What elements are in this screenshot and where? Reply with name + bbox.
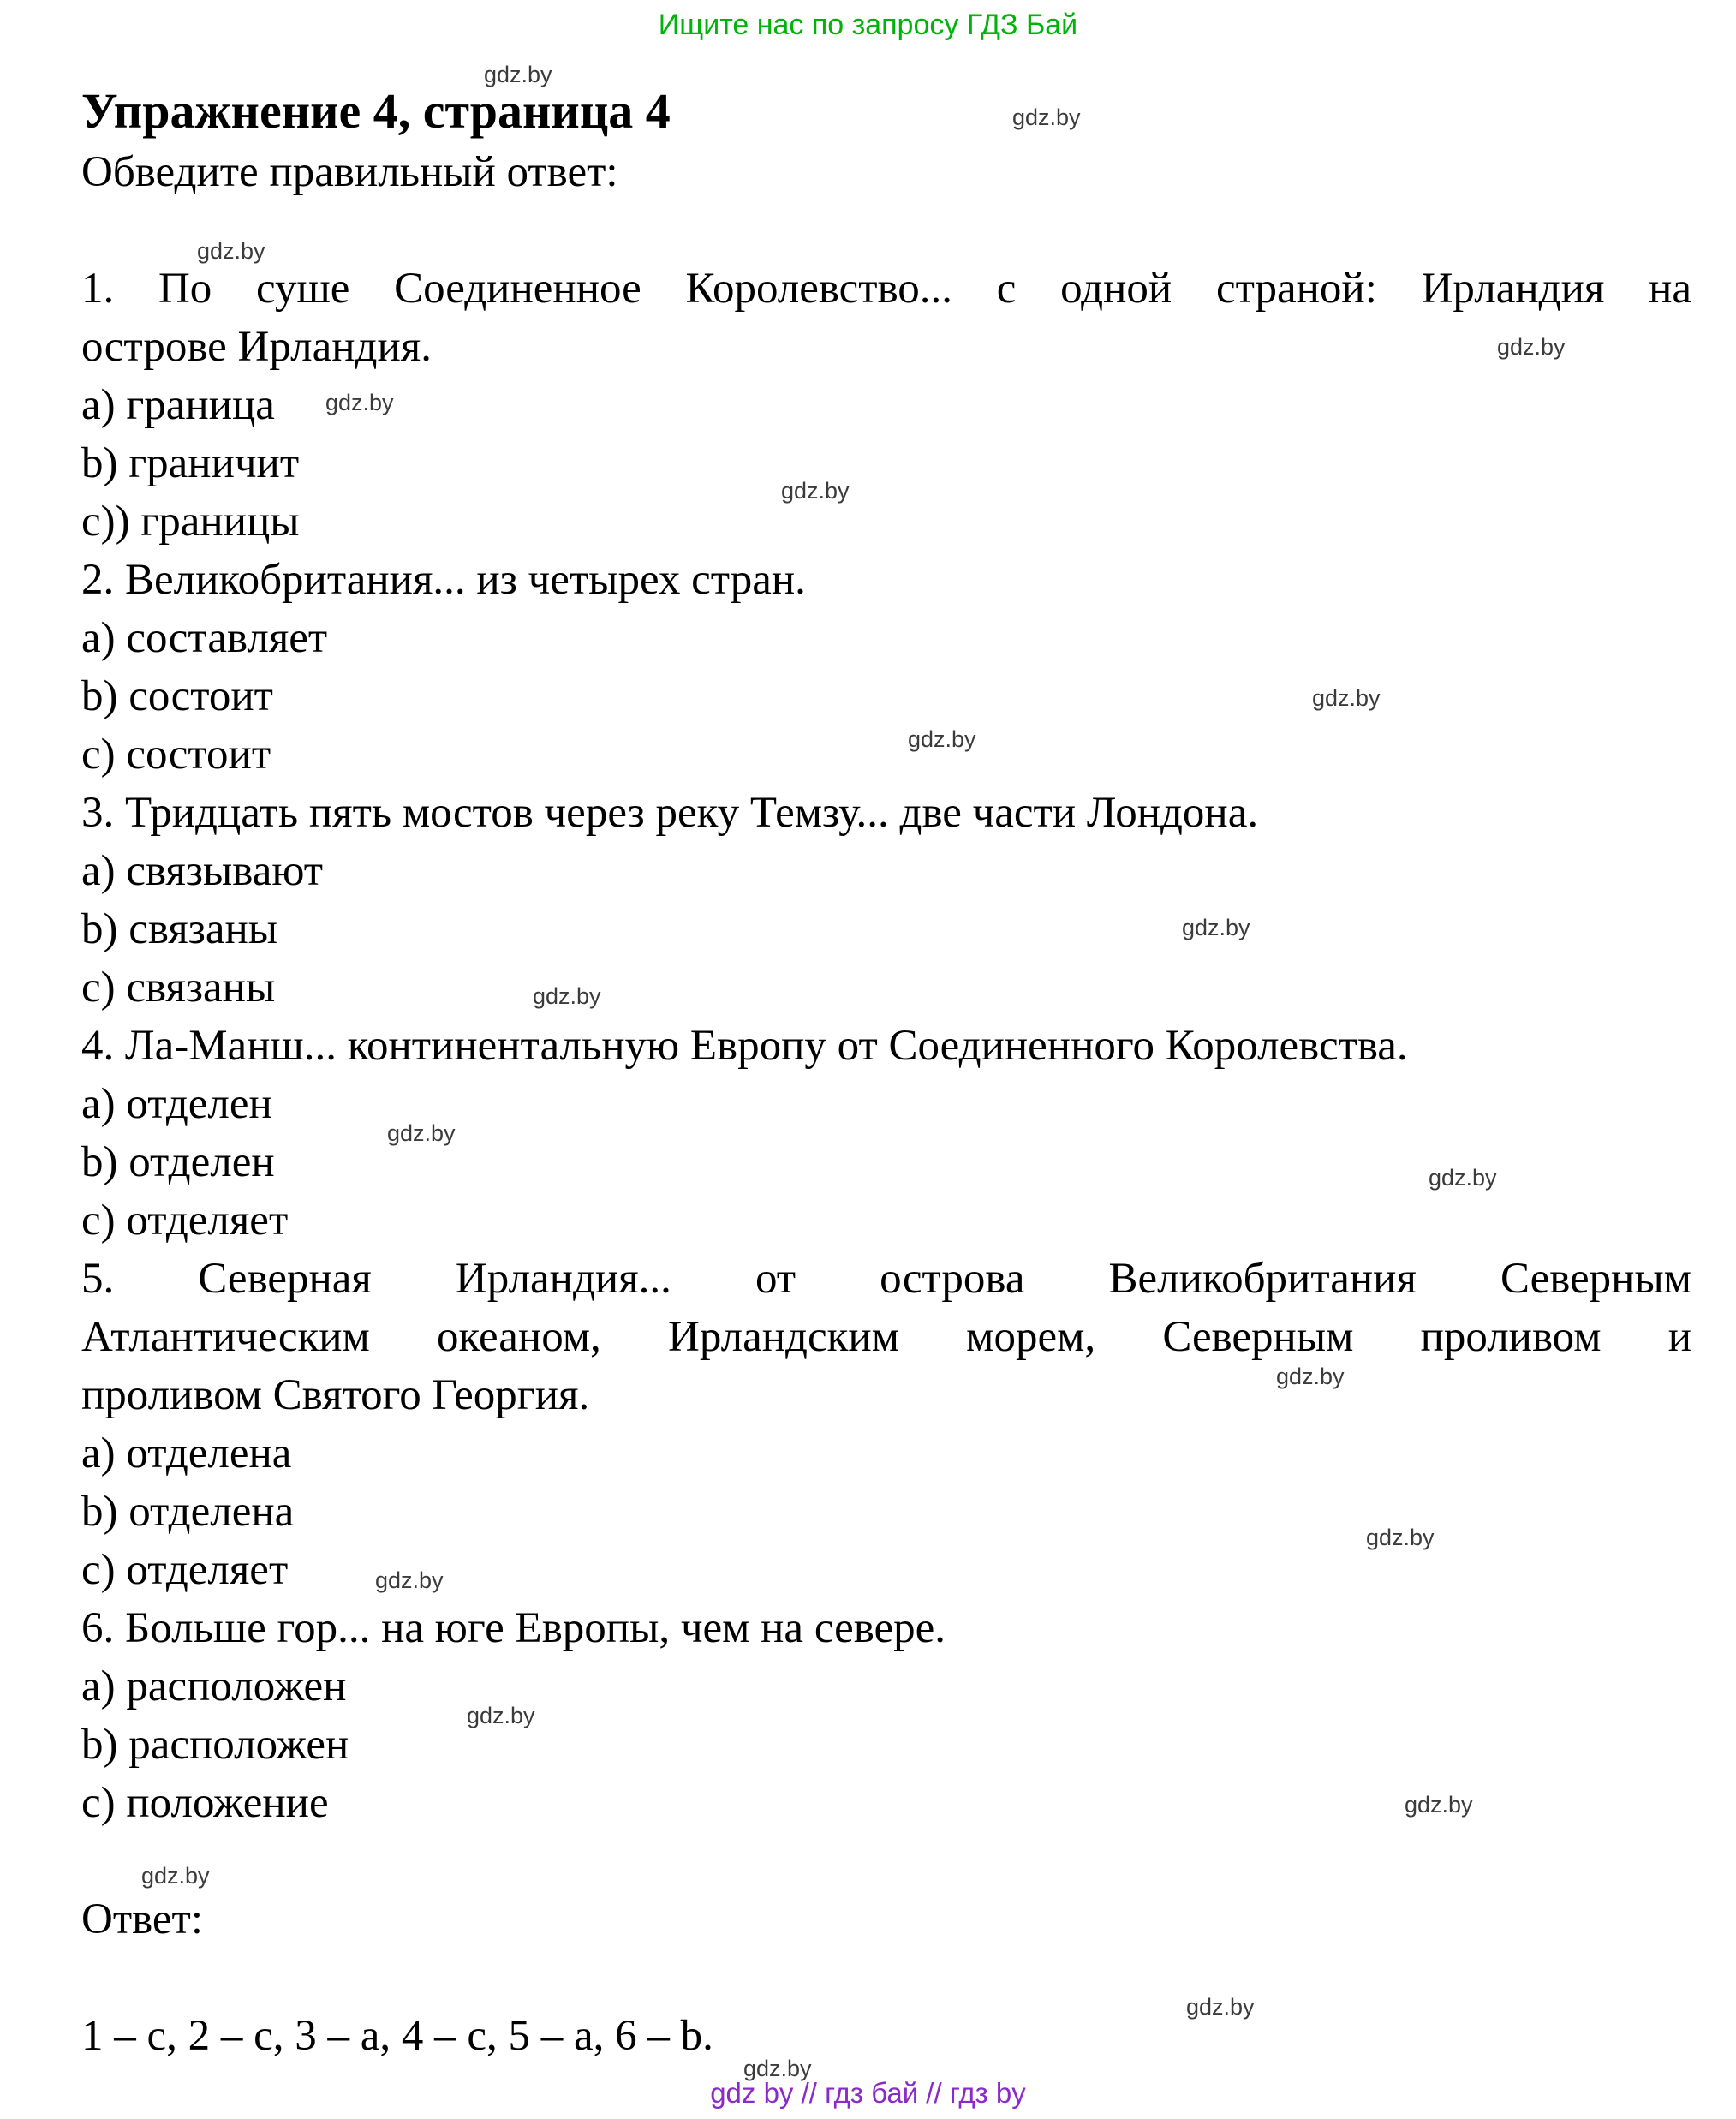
- question-4: [81, 1017, 1691, 1250]
- answer-label: Ответ:: [81, 1895, 203, 1943]
- question-1: [81, 260, 1691, 551]
- question-4-option-a: a) отделен: [81, 1080, 272, 1128]
- watermark: gdz.by: [1429, 1165, 1497, 1191]
- question-4-text-line-1: 4. Ла-Манш... континентальную Европу от Соединенного Королевства.: [81, 1022, 1408, 1070]
- question-6-text-line-1: 6. Больше гор... на юге Европы, чем на севере.: [81, 1604, 946, 1652]
- footer-text[interactable]: gdz by // гдз бай // гдз by: [710, 2077, 1026, 2109]
- question-5-text-line-3: проливом Святого Георгия.: [81, 1371, 590, 1419]
- watermark: gdz.by: [781, 478, 850, 504]
- watermark: gdz.by: [467, 1703, 535, 1728]
- question-1-option-c: c)) границы: [81, 498, 300, 546]
- watermark: gdz.by: [387, 1120, 456, 1146]
- watermark: gdz.by: [1276, 1364, 1345, 1389]
- watermark: gdz.by: [1312, 685, 1381, 711]
- question-2-option-a: a) составляет: [81, 614, 328, 662]
- watermark: gdz.by: [1012, 104, 1081, 130]
- footer-links: [0, 2077, 1736, 2110]
- watermark: gdz.by: [197, 238, 265, 264]
- page-title: Упражнение 4, страница 4: [81, 83, 671, 139]
- question-3-option-c: c) связаны: [81, 964, 276, 1012]
- question-3: [81, 784, 1691, 1017]
- question-5-option-a: a) отделена: [81, 1430, 292, 1477]
- watermark: gdz.by: [141, 1863, 210, 1889]
- question-2-text-line-1: 2. Великобритания... из четырех стран.: [81, 556, 806, 604]
- instruction-text: Обведите правильный ответ:: [81, 148, 618, 196]
- page-content: [0, 80, 1736, 2065]
- question-2-option-c: c) состоит: [81, 731, 271, 779]
- question-5: [81, 1250, 1691, 1599]
- watermark: gdz.by: [1366, 1525, 1435, 1550]
- question-1-text-line-2: острове Ирландия.: [81, 323, 432, 371]
- watermark: gdz.by: [1186, 1994, 1255, 2020]
- question-6-option-c: c) положение: [81, 1779, 329, 1827]
- question-6-option-a: a) расположен: [81, 1662, 347, 1710]
- question-4-option-c: c) отделяет: [81, 1197, 289, 1245]
- question-5-option-c: c) отделяет: [81, 1546, 289, 1594]
- question-5-text-line-2: Атлантическим океаном, Ирландским морем, Северным проливом и: [81, 1313, 1691, 1361]
- question-3-text-line-1: 3. Тридцать пять мостов через реку Темзу... две части Лондона.: [81, 789, 1259, 837]
- watermark: gdz.by: [533, 983, 601, 1009]
- watermark: gdz.by: [1182, 915, 1250, 940]
- watermark: gdz.by: [908, 726, 976, 752]
- question-4-option-b: b) отделен: [81, 1138, 275, 1186]
- watermark: gdz.by: [375, 1567, 444, 1593]
- watermark: gdz.by: [743, 2056, 812, 2081]
- answer-values: 1 – c, 2 – c, 3 – a, 4 – c, 5 – a, 6 – b.: [81, 2012, 713, 2060]
- question-5-text-line-1: 5. Северная Ирландия... от острова Великобритания Северным: [81, 1255, 1691, 1303]
- question-3-option-b: b) связаны: [81, 905, 278, 953]
- question-1-option-a: a) граница: [81, 381, 275, 429]
- watermark: gdz.by: [1497, 334, 1566, 360]
- watermark: gdz.by: [325, 390, 394, 415]
- question-2-option-b: b) состоит: [81, 672, 273, 720]
- question-5-option-b: b) отделена: [81, 1488, 295, 1536]
- question-6-option-b: b) расположен: [81, 1721, 349, 1769]
- question-1-text-line-1: 1. По суше Соединенное Королевство... с одной страной: Ирландия на: [81, 265, 1691, 313]
- question-2: [81, 551, 1691, 784]
- question-1-option-b: b) граничит: [81, 439, 300, 487]
- promo-banner: Ищите нас по запросу ГДЗ Бай: [658, 9, 1078, 41]
- watermark: gdz.by: [1405, 1792, 1473, 1818]
- question-3-option-a: a) связывают: [81, 847, 324, 895]
- watermark: gdz.by: [484, 62, 552, 87]
